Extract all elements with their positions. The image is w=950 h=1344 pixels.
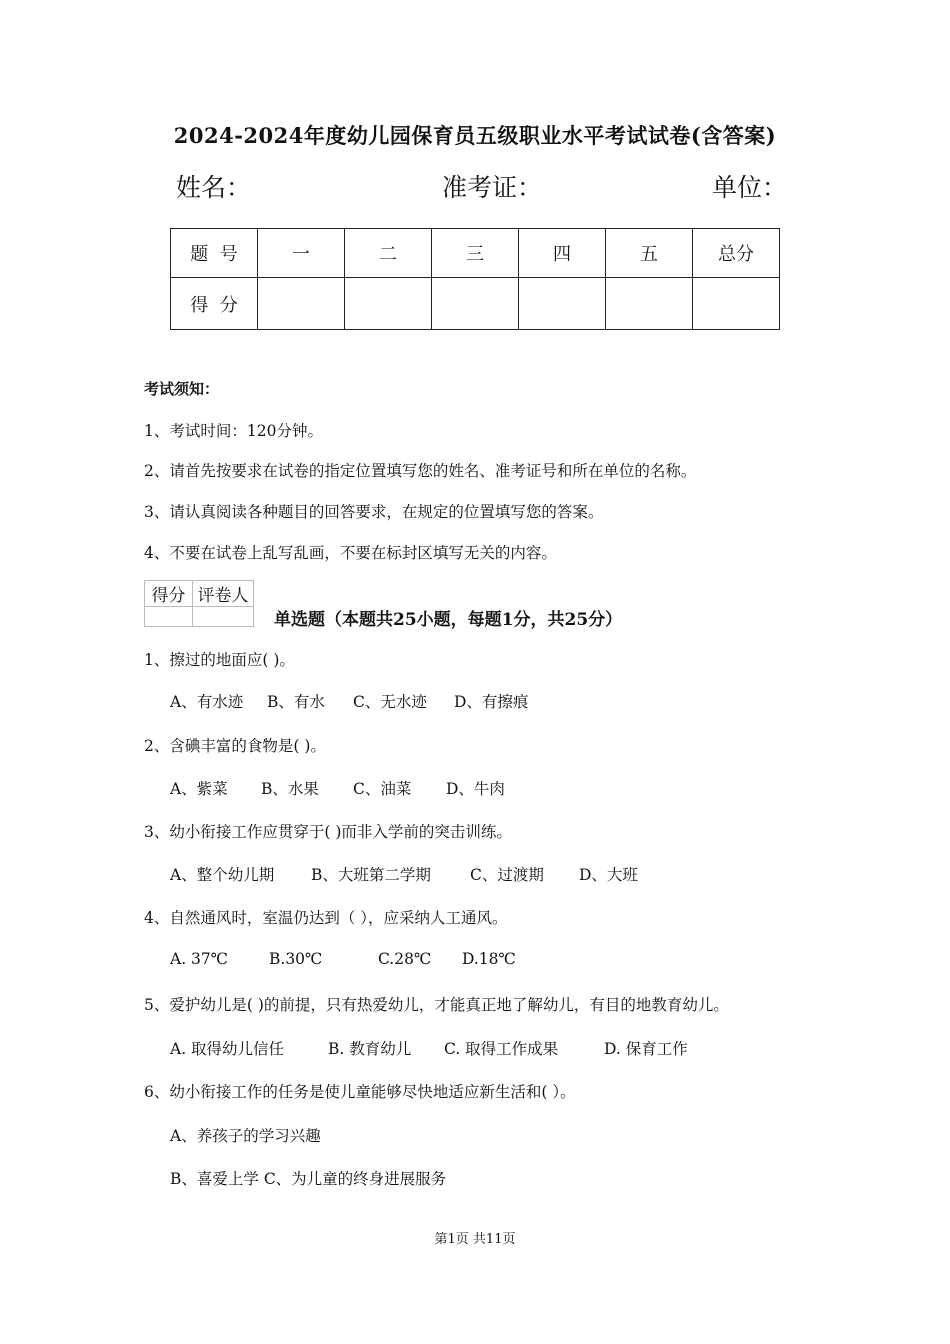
score-header-cell: 三 [432,229,519,278]
option-b[interactable]: B. 教育幼儿 [328,1040,412,1058]
question-6: 6、幼小衔接工作的任务是使儿童能够尽快地适应新生活和( ）。 [144,1083,576,1101]
option-d[interactable]: D、牛肉 [446,780,505,798]
grader-name-cell[interactable] [193,607,254,627]
score-table-score-row [171,278,780,330]
option-c[interactable]: C、无水迹 [353,693,427,711]
score-cell[interactable] [606,278,693,330]
option-b[interactable]: B、水果 [261,780,319,798]
exam-title: 2024-2024年度幼儿园保育员五级职业水平考试试卷(含答案) [173,123,777,148]
score-header-cell: 一 [258,229,345,278]
option-a[interactable]: A. 取得幼儿信任 [170,1040,285,1058]
score-header-cell: 四 [519,229,606,278]
question-4: 4、自然通风时，室温仍达到（ ），应采纳人工通风。 [144,909,508,927]
question-5: 5、爱护幼儿是( )的前提，只有热爱幼儿，才能真正地了解幼儿，有目的地教育幼儿。 [144,996,729,1014]
option-a[interactable]: A、有水迹 [170,693,244,711]
notice-item: 4、不要在试卷上乱写乱画，不要在标封区填写无关的内容。 [144,544,557,562]
notice-item: 2、请首先按要求在试卷的指定位置填写您的姓名、准考证号和所在单位的名称。 [144,462,697,480]
score-header-cell: 总分 [693,229,780,278]
grader-score-label: 得分 [145,581,193,607]
section-title: 单选题（本题共25小题，每题1分，共25分） [274,610,623,630]
notice-title: 考试须知： [144,380,220,398]
option-c[interactable]: C.28℃ [378,950,432,968]
question-2: 2、含碘丰富的食物是( )。 [144,737,326,755]
score-cell[interactable] [345,278,432,330]
option-c[interactable]: C、过渡期 [470,866,544,884]
score-header-cell: 题 号 [171,229,258,278]
score-cell[interactable] [519,278,606,330]
page-footer: 第1页 共11页 [434,1232,516,1247]
score-cell[interactable] [432,278,519,330]
option-a[interactable]: A、整个幼儿期 [170,866,275,884]
score-cell[interactable] [258,278,345,330]
option-b[interactable]: B、大班第二学期 [311,866,431,884]
score-header-cell: 五 [606,229,693,278]
option-b[interactable]: B、有水 [267,693,325,711]
notice-item: 1、考试时间：120分钟。 [144,422,323,440]
score-header-cell: 二 [345,229,432,278]
ticket-number-label: 准考证： [442,173,543,202]
name-label: 姓名： [176,173,252,202]
option-a[interactable]: A、养孩子的学习兴趣 [170,1127,321,1145]
option-b[interactable]: B.30℃ [269,950,323,968]
option-d[interactable]: D、有擦痕 [454,693,529,711]
question-1: 1、擦过的地面应( )。 [144,651,295,669]
option-c[interactable]: C. 取得工作成果 [444,1040,559,1058]
option-d[interactable]: D.18℃ [462,950,516,968]
unit-label: 单位： [712,173,788,202]
option-a[interactable]: A、紫菜 [170,780,228,798]
notice-item: 3、请认真阅读各种题目的回答要求，在规定的位置填写您的答案。 [144,503,604,521]
question-3: 3、幼小衔接工作应贯穿于( )而非入学前的突击训练。 [144,823,512,841]
score-table [170,228,780,330]
score-cell[interactable] [693,278,780,330]
score-table-header-row [171,229,780,278]
grader-score-cell[interactable] [145,607,193,627]
grader-table [144,580,254,627]
grader-name-label: 评卷人 [193,581,254,607]
option-d[interactable]: D. 保育工作 [604,1040,688,1058]
option-c[interactable]: C、油菜 [353,780,412,798]
option-d[interactable]: D、大班 [579,866,638,884]
option-b-c[interactable]: B、喜爱上学 C、为儿童的终身进展服务 [170,1170,447,1188]
option-a[interactable]: A. 37℃ [170,950,229,968]
score-row-label: 得 分 [171,278,258,330]
